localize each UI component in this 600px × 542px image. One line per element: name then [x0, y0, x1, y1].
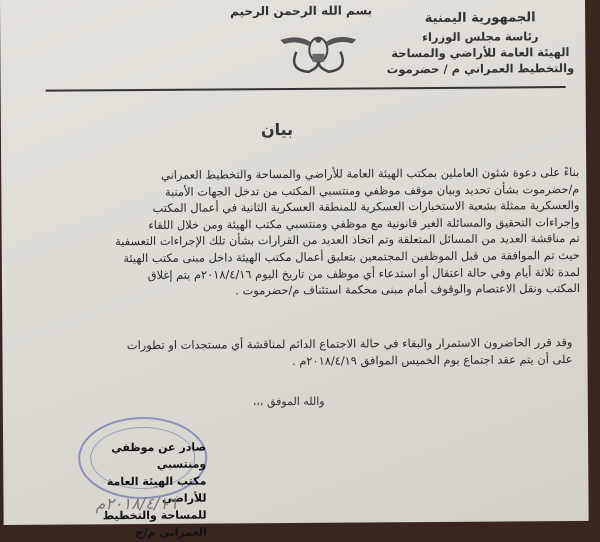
body-line: لمدة ثلاثة أيام وفي حالة اعتقال أو استدعاء أي موظف من تاريخ اليوم ٢٠١٨/٤/١٦م يتم إغلاق: [147, 264, 580, 282]
body-line: على أن يتم عقد اجتماع يوم الخميس الموافق ٢٠١٨/٤/١٩م .: [292, 352, 573, 368]
header-divider: [46, 86, 566, 92]
body-line: حيث تم الموافقة من قبل الموظفين المجتمعين بتعليق أعمال مكتب الهيئة داخل مبنى مكتب الهيئة: [123, 247, 580, 266]
letterhead-line: الجمهورية اليمنية: [424, 10, 536, 27]
body-paragraph: [71, 164, 580, 300]
letterhead: [380, 10, 580, 77]
body-line: وإجراءات التحقيق والمسائلة الغير قانونية مع موظفي ومنتسبي مكتب الهيئة ومن خلال اللقاء: [148, 214, 580, 232]
body-line: بناءً على دعوة شئون العاملين بمكتب الهيئة العامة للأراضي والمساحة والتخطيط العمراني: [161, 164, 580, 182]
signature-line: صادر عن موظفي ومنتسبي: [111, 440, 207, 471]
body-line: وقد قرر الحاضرون الاستمرار والبقاء في حالة الاجتماع الدائم لمناقشة أي مستجدات او تطورات: [126, 335, 573, 353]
document-title: بيان: [260, 119, 294, 140]
body-line: م/حضرموت بشأن تحديد وبيان موقف موظفي ومنتسبي المكتب من تدخل الجهات الأمنية: [164, 181, 580, 199]
letterhead-line: رئاسة مجلس الوزراء: [422, 29, 539, 45]
signature-block: [61, 439, 207, 542]
signature-line: للمساحة والتخطيط العمراني م/ح: [102, 508, 207, 540]
handwritten-date: ٢٠١٨/٤/١٦م: [95, 493, 177, 514]
body-line: المكتب ونقل الاعتصام والوقوف أمام مبنى محكمة استئناف م/حضرموت .: [235, 281, 581, 298]
second-paragraph: [62, 334, 572, 372]
body-line: والعسكرية ممثلة بشعبة الاستخبارات العسكرية للمنطقة العسكرية الثانية في أعمال المكتب: [152, 198, 580, 216]
basmala: بسم الله الرحمن الرحيم: [230, 3, 373, 19]
signature-line: مكتب الهيئة العامة للأراضي: [106, 474, 207, 505]
letterhead-line: الهيئة العامة للأراضي والمساحة: [391, 45, 570, 61]
body-line: تم مناقشة العديد من المسائل المتعلقة وتم اتخاذ العديد من القرارات بشأن تلك الإجراءات التعسفية: [115, 231, 580, 249]
letterhead-line: والتخطيط العمراني م / حضرموت: [386, 60, 575, 77]
yemen-emblem-icon: [278, 31, 358, 74]
closing-phrase: والله الموفق ،،،: [252, 394, 325, 409]
